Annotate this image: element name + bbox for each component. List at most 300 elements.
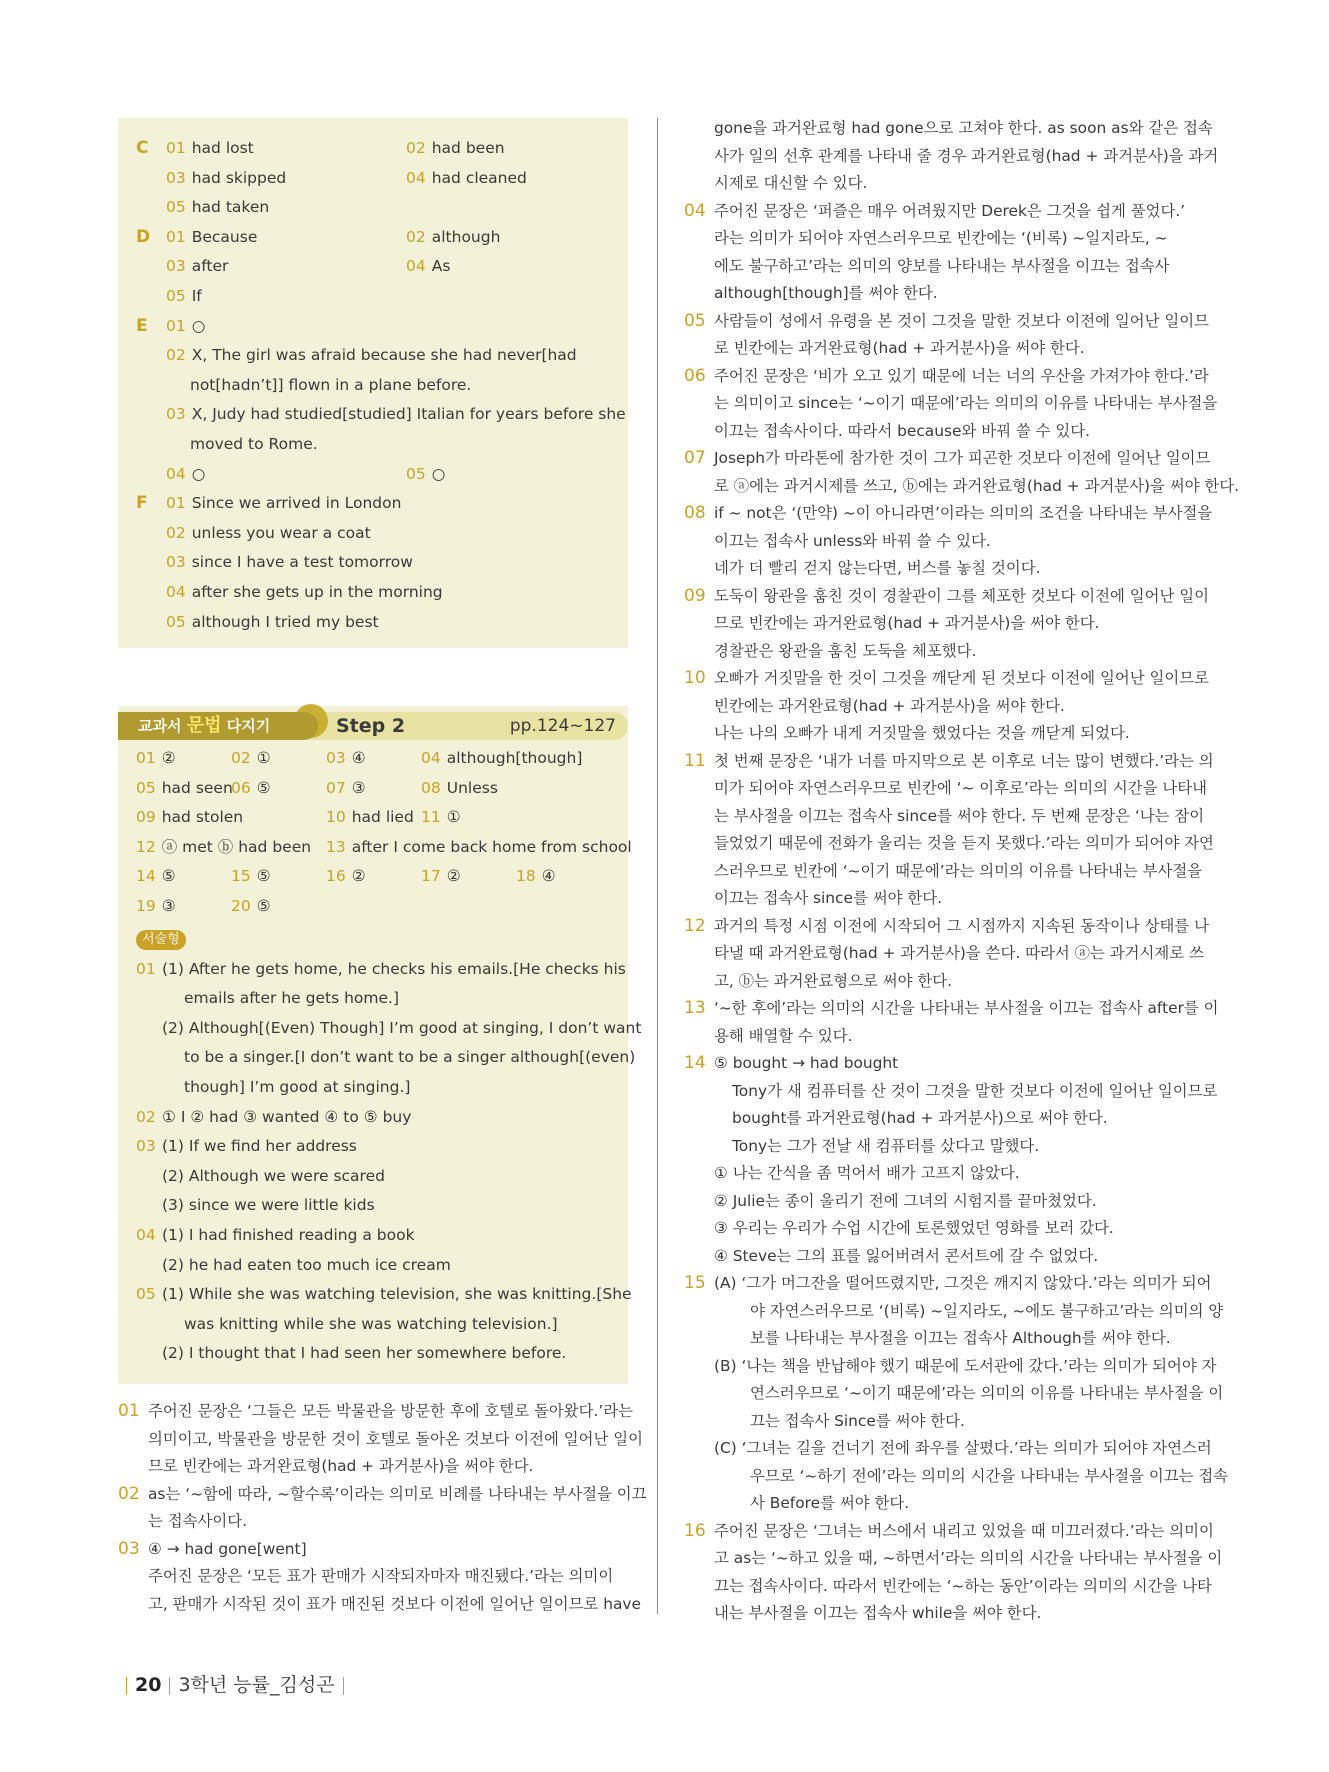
explanation-text: 므로 빈칸에는 과거완료형(had + 과거분사)을 써야 한다. — [148, 1457, 534, 1475]
explanation-line — [684, 225, 1204, 253]
answer-text: X, Judy had studied[studied] Italian for years before she — [191, 405, 626, 424]
explanation-number: 09 — [684, 585, 706, 606]
section-letter: C — [136, 138, 149, 158]
answer-item — [231, 744, 271, 774]
answer-number: 04 — [406, 168, 426, 187]
explanation-text: 는 접속사이다. — [148, 1512, 247, 1530]
written-row — [136, 1132, 626, 1162]
explanation-text: 네가 더 빨리 걷지 않는다면, 버스를 놓칠 것이다. — [714, 559, 1041, 577]
explanation-text: 미가 되어야 자연스러우므로 빈칸에 ‘~ 이후로’라는 의미의 시간을 나타내 — [714, 779, 1207, 797]
answer-text: ⑤ — [256, 778, 271, 797]
answer-text: after she gets up in the morning — [191, 582, 443, 601]
answer-item — [231, 862, 271, 892]
explanation-line — [118, 1536, 638, 1564]
answer-text: ② — [446, 867, 461, 886]
explanation-text: 우므로 ‘~하기 전에’라는 의미의 시간을 나타내는 부사절을 이끄는 접속 — [750, 1466, 1229, 1485]
answer-text: had been — [431, 139, 505, 157]
explanation-line — [684, 170, 1204, 198]
explanation-text: 야 자연스러우므로 ‘(비록) ~일지라도, ~에도 불구하고’라는 의미의 양 — [750, 1301, 1224, 1320]
answer-row — [136, 608, 628, 638]
answer-item — [406, 252, 450, 282]
answer-item — [326, 833, 632, 863]
explanation-number: 01 — [118, 1401, 140, 1421]
answer-text: moved to Rome. — [190, 434, 318, 453]
explanation-line — [684, 198, 1204, 226]
explanation-line — [684, 1243, 1204, 1271]
answer-item — [190, 430, 318, 460]
answer-text: although — [431, 227, 501, 246]
answer-number: 17 — [421, 867, 441, 886]
answer-row — [136, 862, 626, 892]
explanation-line — [684, 390, 1218, 418]
answer-item — [406, 164, 527, 194]
explanation-number: 16 — [684, 1520, 706, 1541]
explanation-line — [684, 253, 1204, 281]
explanation-text: 주어진 문장은 ‘그녀는 버스에서 내리고 있었을 때 미끄러졌다.’라는 의미이 — [714, 1521, 1214, 1540]
book-title: 3학년 능률_김성곤 — [178, 1674, 335, 1696]
answer-text: not[hadn’t]] flown in a plane before. — [190, 375, 472, 394]
column-divider — [657, 118, 658, 1614]
explanation-line — [684, 1463, 1229, 1491]
answer-item — [136, 862, 176, 892]
answer-row — [136, 312, 628, 342]
answer-number: 03 — [326, 749, 346, 767]
answer-item — [326, 862, 366, 892]
answer-item — [166, 341, 577, 371]
answer-text: ③ — [161, 896, 176, 915]
answer-number: 09 — [136, 808, 156, 827]
answer-row — [136, 460, 628, 490]
explanation-text: 이끄는 접속사 since를 써야 한다. — [714, 889, 942, 907]
explanation-line — [118, 1508, 638, 1536]
explanation-number: 08 — [684, 503, 706, 523]
explanation-line — [684, 1078, 1218, 1106]
answer-text: (1) If we find her address — [162, 1137, 357, 1156]
answer-number: 02 — [406, 227, 426, 246]
answer-row — [136, 223, 628, 253]
answer-item — [166, 252, 228, 282]
explanation-number: 10 — [684, 668, 706, 688]
explanation-text: 주어진 문장은 ‘그들은 모든 박물관을 방문한 후에 호텔로 돌아왔다.’라는 — [148, 1402, 633, 1420]
answer-item — [166, 460, 205, 490]
answer-text: since I have a test tomorrow — [191, 553, 413, 572]
explanation-line — [684, 940, 1204, 968]
answer-text: Unless — [446, 778, 498, 797]
explanation-line — [684, 803, 1204, 831]
answer-row — [136, 578, 628, 608]
answer-number: 16 — [326, 867, 346, 886]
answer-number: 01 — [136, 959, 156, 978]
explanation-text: 나는 나의 오빠가 내게 거짓말을 했었다는 것을 깨닫게 되었다. — [714, 724, 1130, 742]
written-row — [136, 1014, 642, 1044]
answer-row — [136, 371, 628, 401]
explanation-text: 연스러우므로 ‘~이기 때문에’라는 의미의 이유를 나타내는 부사절을 이 — [750, 1384, 1224, 1402]
answer-number: 04 — [166, 582, 186, 601]
explanation-text: ‘~한 후에’라는 의미의 시간을 나타내는 부사절을 이끄는 접속사 after를 이 — [714, 999, 1219, 1017]
explanation-line — [684, 995, 1219, 1023]
answer-text: ⑤ — [256, 896, 271, 915]
explanation-line — [684, 775, 1207, 803]
answer-text: ① — [256, 749, 271, 767]
explanation-text: 과거의 특정 시점 이전에 시작되어 그 시점까지 지속된 동작이나 상태를 나 — [714, 916, 1209, 935]
explanation-line — [684, 720, 1204, 748]
answer-row — [136, 341, 628, 371]
explanation-text: 끄는 접속사 Since를 써야 한다. — [750, 1411, 965, 1430]
explanation-line — [684, 1160, 1204, 1188]
answer-number: 03 — [166, 405, 186, 424]
section-letter: D — [136, 226, 151, 247]
answer-number: 10 — [326, 808, 346, 827]
answer-row — [136, 430, 628, 460]
explanation-text: 끄는 접속사이다. 따라서 빈칸에는 ‘~하는 동안’이라는 의미의 시간을 나타 — [714, 1576, 1212, 1595]
explanation-line — [118, 1481, 647, 1509]
explanation-line — [684, 528, 1204, 556]
explanation-line — [684, 473, 1240, 501]
answer-item — [136, 803, 243, 833]
answer-item — [166, 193, 269, 223]
explanation-text: 도둑이 왕관을 훔친 것이 경찰관이 그를 체포한 것보다 이전에 일어난 일이 — [714, 586, 1209, 605]
answer-item — [166, 608, 379, 638]
answer-item — [136, 892, 176, 922]
explanation-line — [684, 1188, 1204, 1216]
answer-text: had skipped — [191, 168, 287, 187]
answer-row — [136, 134, 628, 164]
left-explanations — [118, 1398, 647, 1618]
answer-text: (2) Although[(Even) Though] I’m good at singing, I don’t want — [162, 1018, 642, 1037]
explanation-text: 의미이고, 박물관을 방문한 것이 호텔로 돌아온 것보다 이전에 일어난 일이 — [148, 1429, 643, 1448]
explanation-line — [684, 583, 1209, 611]
explanation-text: ④ → had gone[went] — [148, 1539, 307, 1558]
answer-number: 04 — [421, 749, 441, 767]
answer-text: ⓐ met ⓑ had been — [161, 837, 312, 856]
explanation-text: 경찰관은 왕관을 훔친 도둑을 체포했다. — [714, 641, 977, 660]
explanation-text: ① 나는 간식을 좀 먹어서 배가 고프지 않았다. — [714, 1164, 1020, 1182]
answer-text: although[though] — [446, 749, 583, 767]
answer-item — [231, 774, 271, 804]
explanation-line — [118, 1563, 638, 1591]
explanation-line — [684, 143, 1219, 171]
explanation-text: 이끄는 접속사이다. 따라서 because와 바꿔 쓸 수 있다. — [714, 421, 1091, 440]
explanation-line — [118, 1453, 638, 1481]
answer-item — [166, 489, 401, 519]
answer-text: (1) While she was watching television, she was knitting.[She — [162, 1285, 632, 1304]
written-row — [136, 1191, 626, 1221]
explanation-text: 들었었기 때문에 전화가 울리는 것을 듣지 못했다.’라는 의미가 되어야 자연 — [714, 834, 1214, 852]
answer-number: 04 — [136, 1225, 156, 1244]
answer-item — [190, 371, 471, 401]
written-row — [136, 1280, 632, 1310]
answer-row — [136, 400, 628, 430]
answer-item — [406, 134, 505, 164]
answer-text: (1) After he gets home, he checks his emails.[He checks his — [162, 959, 626, 978]
answer-item — [166, 223, 257, 253]
answer-item — [421, 803, 461, 833]
explanation-line — [684, 1133, 1204, 1161]
explanation-text: 타낼 때 과거완료형(had + 과거분사)을 쓴다. 따라서 ⓐ는 과거시제로 쓰 — [714, 944, 1204, 962]
explanation-text: 라는 의미가 되어야 자연스러우므로 빈칸에는 ‘(비록) ~일지라도, ~ — [714, 229, 1168, 247]
explanation-text: (A) ‘그가 머그잔을 떨어뜨렸지만, 그것은 깨지지 않았다.’라는 의미가 되어 — [714, 1274, 1212, 1292]
explanation-line — [684, 1490, 1204, 1518]
explanation-text: 보를 나타내는 부사절을 이끄는 접속사 Although를 써야 한다. — [750, 1329, 1171, 1347]
answer-item — [406, 223, 500, 253]
answer-number: 04 — [166, 464, 186, 483]
explanation-text: 사가 일의 선후 관계를 나타내 줄 경우 과거완료형(had + 과거분사)을 과거 — [714, 146, 1219, 165]
written-row — [136, 1103, 626, 1133]
answer-number: 05 — [136, 1285, 156, 1304]
answer-item — [421, 774, 498, 804]
answer-text: ① — [446, 808, 461, 827]
answer-text: (3) since we were little kids — [162, 1196, 375, 1215]
explanation-text: 시제로 대신할 수 있다. — [714, 174, 868, 192]
answer-number: 14 — [136, 867, 156, 886]
answer-text: ③ — [351, 778, 366, 797]
explanation-line — [684, 885, 1204, 913]
explanation-line — [684, 1600, 1204, 1628]
answer-text: As — [431, 257, 451, 276]
answer-row — [136, 164, 628, 194]
explanation-text: (C) ‘그녀는 길을 건너기 전에 좌우를 살폈다.’라는 의미가 되어야 자연스러 — [714, 1439, 1212, 1457]
written-row — [136, 1339, 626, 1369]
written-badge: 서술형 — [136, 930, 186, 950]
explanation-line — [684, 830, 1214, 858]
explanation-text: 주어진 문장은 ‘모든 표가 판매가 시작되자마자 매진됐다.’라는 의미이 — [148, 1567, 614, 1585]
answer-row — [136, 252, 628, 282]
answer-text: to be a singer.[I don’t want to be a singer although[(even) — [184, 1048, 636, 1067]
answer-number: 08 — [421, 778, 441, 797]
answer-text: ○ — [191, 464, 206, 483]
explanation-line — [684, 418, 1204, 446]
explanation-text: Tony가 새 컴퓨터를 산 것이 그것을 말한 것보다 이전에 일어난 일이므로 — [732, 1081, 1218, 1100]
explanation-text: although[though]를 써야 한다. — [714, 284, 938, 302]
answer-text: was knitting while she was watching television.] — [184, 1314, 558, 1333]
explanation-text: 로 빈칸에는 과거완료형(had + 과거분사)을 써야 한다. — [714, 339, 1085, 357]
written-row — [136, 1073, 626, 1103]
explanation-text: as는 ‘~함에 따라, ~할수록’이라는 의미로 비례를 나타내는 부사절을 이끄 — [148, 1484, 647, 1503]
explanation-line — [684, 115, 1213, 143]
answer-row — [136, 489, 628, 519]
explanation-line — [684, 665, 1209, 693]
explanation-line — [684, 1023, 1204, 1051]
written-row — [136, 1221, 626, 1251]
answer-number: 02 — [136, 1107, 156, 1126]
section-letter: E — [136, 315, 148, 336]
explanation-text: Joseph가 마라톤에 참가한 것이 그가 피곤한 것보다 이전에 일어난 일이므 — [714, 449, 1211, 467]
explanation-line — [684, 445, 1211, 473]
explanation-line — [684, 1435, 1212, 1463]
answer-number: 02 — [166, 523, 186, 542]
right-explanations — [684, 115, 1240, 1628]
explanation-number: 15 — [684, 1273, 706, 1293]
answer-item — [406, 460, 445, 490]
explanation-text: 첫 번째 문장은 ‘내가 너를 마지막으로 본 이후로 너는 많이 변했다.’라는 의 — [714, 751, 1214, 770]
explanation-line — [684, 1408, 1204, 1436]
answer-item — [166, 578, 443, 608]
answer-item — [421, 862, 461, 892]
explanation-line — [118, 1426, 643, 1454]
explanation-line — [684, 748, 1214, 776]
explanation-text: ③ 우리는 우리가 수업 시간에 토론했었던 영화를 보러 갔다. — [714, 1219, 1114, 1237]
answer-text: had lost — [191, 139, 254, 157]
explanation-number: 12 — [684, 915, 706, 936]
explanation-text: 사 Before를 써야 한다. — [750, 1494, 910, 1512]
answer-number: 02 — [406, 139, 426, 157]
explanation-number: 14 — [684, 1053, 706, 1073]
explanation-line — [684, 1050, 1204, 1078]
answer-item — [166, 164, 286, 194]
explanation-number: 06 — [684, 365, 706, 386]
step-title: Step 2 — [336, 715, 406, 737]
explanation-line — [684, 1518, 1214, 1546]
badge-row — [136, 922, 626, 955]
answer-number: 05 — [166, 612, 186, 631]
explanation-number: 04 — [684, 200, 706, 221]
explanation-line — [684, 1105, 1204, 1133]
explanation-line — [684, 363, 1209, 391]
answer-text: (2) Although we were scared — [162, 1166, 385, 1185]
answer-row — [136, 282, 628, 312]
written-row — [136, 1162, 626, 1192]
explanation-line — [684, 335, 1204, 363]
answer-item — [231, 892, 271, 922]
explanation-line — [684, 858, 1204, 886]
answer-row — [136, 548, 628, 578]
explanation-line — [684, 308, 1209, 336]
answer-row — [136, 519, 628, 549]
answer-item — [166, 400, 626, 430]
answer-item — [136, 744, 176, 774]
explanation-line — [684, 1325, 1204, 1353]
explanation-text: 는 의미이고 since는 ‘~이기 때문에’라는 의미의 이유를 나타내는 부사절을 — [714, 394, 1218, 412]
answer-text: ○ — [431, 464, 446, 483]
explanation-text: 로 ⓐ에는 과거시제를 쓰고, ⓑ에는 과거완료형(had + 과거분사)을 써야 한다. — [714, 476, 1240, 495]
explanation-line — [684, 610, 1204, 638]
answer-text: (2) he had eaten too much ice cream — [162, 1255, 451, 1274]
answer-text: If — [191, 286, 202, 305]
answer-number: 06 — [231, 778, 251, 797]
explanation-number: 13 — [684, 998, 706, 1018]
answer-text: ⑤ — [161, 867, 176, 886]
answer-row — [136, 744, 626, 774]
explanation-line — [118, 1398, 638, 1426]
answer-box-c-to-f — [118, 118, 628, 648]
explanation-text: 내는 부사절을 이끄는 접속사 while을 써야 한다. — [714, 1604, 1042, 1622]
answer-item — [166, 548, 413, 578]
answer-number: 02 — [166, 346, 186, 365]
explanation-number: 05 — [684, 310, 706, 331]
explanation-text: 스러우므로 빈칸에 ‘~이기 때문에’라는 의미의 이유를 나타내는 부사절을 — [714, 861, 1203, 880]
answer-number: 20 — [231, 896, 251, 915]
answer-number: 05 — [136, 778, 156, 797]
answer-number: 03 — [136, 1137, 156, 1156]
answer-row — [136, 193, 628, 223]
answer-number: 03 — [166, 553, 186, 572]
explanation-text: 사람들이 성에서 유령을 본 것이 그것을 말한 것보다 이전에 일어난 일이므 — [714, 311, 1209, 330]
explanation-number: 11 — [684, 750, 706, 771]
answer-item — [166, 282, 202, 312]
explanation-text: 는 부사절을 이끄는 접속사 since를 써야 한다. 두 번째 문장은 ‘나는 잠이 — [714, 806, 1205, 825]
explanation-line — [684, 913, 1209, 941]
explanation-line — [684, 555, 1204, 583]
answer-number: 01 — [166, 227, 186, 246]
explanation-text: ② Julie는 종이 울리기 전에 그녀의 시험지를 끝마쳤었다. — [714, 1191, 1097, 1210]
answer-number: 03 — [166, 257, 186, 276]
explanation-line — [684, 1353, 1217, 1381]
answer-text: ② — [351, 867, 366, 886]
explanation-line — [684, 968, 1204, 996]
explanation-text: Tony는 그가 전날 새 컴퓨터를 샀다고 말했다. — [732, 1136, 1040, 1155]
answer-item — [326, 803, 414, 833]
written-row — [136, 984, 626, 1014]
written-row — [136, 1043, 636, 1073]
answer-text: ○ — [191, 316, 206, 335]
answer-text: had seen — [161, 778, 233, 797]
answer-text: Since we arrived in London — [191, 494, 402, 513]
explanation-line — [684, 1545, 1223, 1573]
page-range: pp.124~127 — [509, 716, 616, 736]
explanation-text: 용해 배열할 수 있다. — [714, 1026, 853, 1045]
answer-text: X, The girl was afraid because she had never[had — [191, 346, 577, 365]
answer-number: 05 — [166, 286, 186, 305]
answer-text: after I come back home from school — [351, 837, 632, 856]
answer-row — [136, 803, 626, 833]
answer-text: ④ — [541, 867, 556, 886]
answer-number: 12 — [136, 837, 156, 856]
answer-text: had cleaned — [431, 168, 527, 187]
explanation-line — [684, 500, 1213, 528]
explanation-text: gone을 과거완료형 had gone으로 고쳐야 한다. as soon as와 같은 접속 — [714, 119, 1213, 137]
answer-number: 07 — [326, 778, 346, 797]
answer-number: 11 — [421, 808, 441, 827]
step-header-bar — [118, 706, 628, 736]
answer-box-step2 — [118, 706, 642, 1384]
answer-item — [166, 519, 371, 549]
answer-item — [516, 862, 556, 892]
explanation-text: if ~ not은 ‘(만약) ~이 아니라면’이라는 의미의 조건을 나타내는 부사절을 — [714, 504, 1213, 522]
answer-number: 18 — [516, 867, 536, 886]
explanation-line — [684, 1573, 1212, 1601]
explanation-line — [684, 1298, 1224, 1326]
section-letter: F — [136, 493, 148, 514]
explanation-text: ④ Steve는 그의 표를 잃어버려서 콘서트에 갈 수 없었다. — [714, 1246, 1099, 1265]
answer-text: (2) I thought that I had seen her somewhere before. — [162, 1344, 567, 1363]
explanation-text: 빈칸에는 과거완료형(had + 과거분사)을 써야 한다. — [714, 696, 1065, 715]
written-row — [136, 955, 626, 985]
answer-text: after — [191, 257, 229, 276]
explanation-text: 주어진 문장은 ‘비가 오고 있기 때문에 너는 너의 우산을 가져가야 한다.’라 — [714, 366, 1209, 385]
written-row — [136, 1310, 626, 1340]
explanation-line — [684, 1270, 1212, 1298]
explanation-text: 이끄는 접속사 unless와 바꿔 쓸 수 있다. — [714, 531, 991, 550]
explanation-number: 03 — [118, 1538, 140, 1559]
answer-text: (1) I had finished reading a book — [162, 1225, 415, 1244]
explanation-text: 므로 빈칸에는 과거완료형(had + 과거분사)을 써야 한다. — [714, 614, 1100, 632]
answer-text: ⑤ — [256, 867, 271, 886]
answer-grid — [136, 744, 642, 1369]
answer-text: ④ — [351, 749, 366, 767]
answer-row — [136, 833, 632, 863]
answer-text: ② — [161, 749, 176, 767]
answer-text: emails after he gets home.] — [184, 989, 400, 1008]
answer-text: Because — [191, 227, 258, 246]
answer-text: though] I’m good at singing.] — [184, 1077, 411, 1096]
explanation-text: bought를 과거완료형(had + 과거분사)으로 써야 한다. — [732, 1109, 1108, 1127]
explanation-line — [684, 1215, 1204, 1243]
answer-number: 01 — [166, 494, 186, 513]
explanation-text: 고, ⓑ는 과거완료형으로 써야 한다. — [714, 971, 953, 990]
explanation-text: 에도 불구하고’라는 의미의 양보를 나타내는 부사절을 이끄는 접속사 — [714, 256, 1170, 275]
answer-item — [326, 774, 366, 804]
answer-item — [326, 744, 366, 774]
